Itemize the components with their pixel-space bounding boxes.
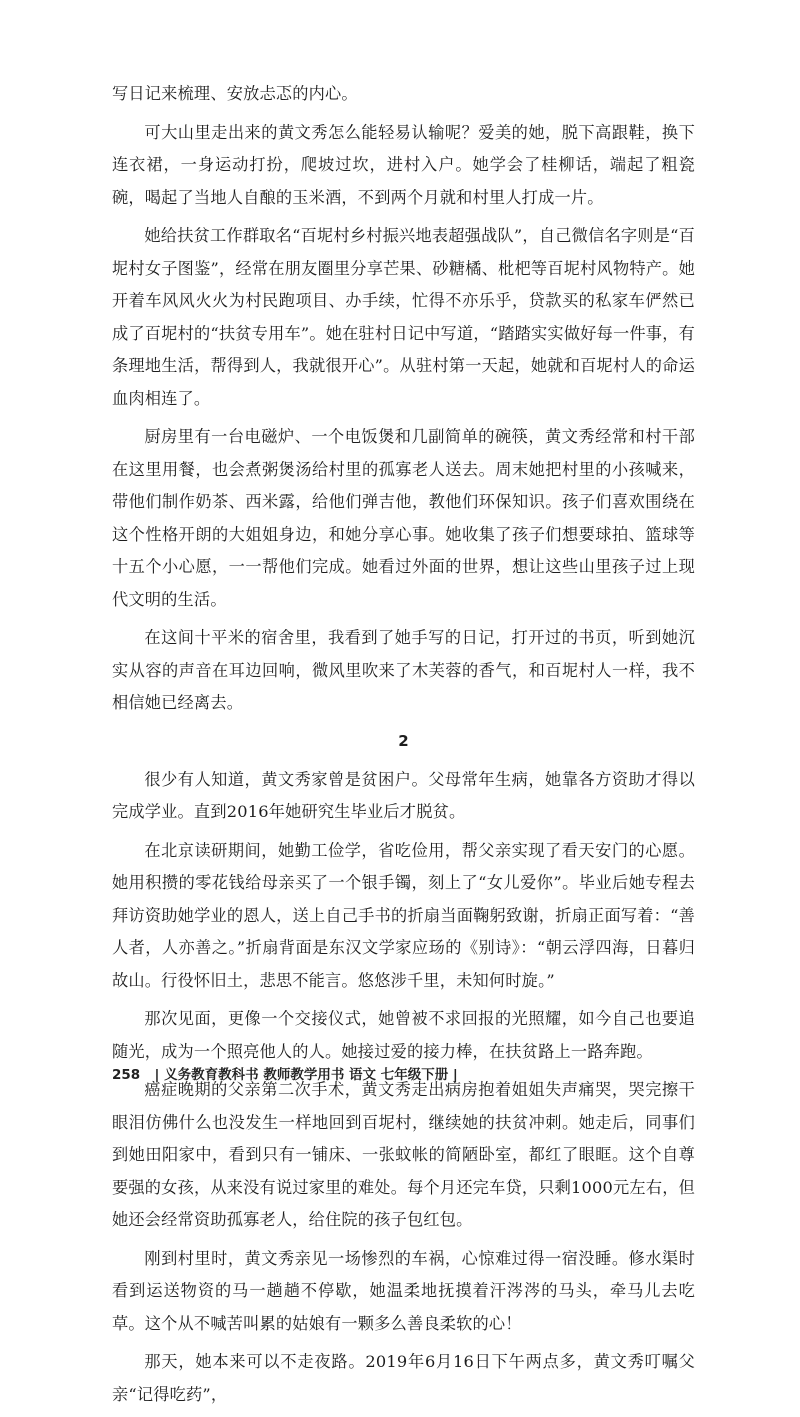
section-number: 2 [398, 731, 409, 750]
paragraph: 那次见面，更像一个交接仪式，她曾被不求回报的光照耀，如今自己也要追随光，成为一个照亮他人的人。她接过爱的接力棒，在扶贫路上一路奔跑。 [112, 1009, 695, 1061]
paragraph: 在这间十平米的宿舍里，我看到了她手写的日记，打开过的书页，听到她沉实从容的声音在耳边回响，微风里吹来了木芙蓉的香气，和百坭村人一样，我不相信她已经离去。 [112, 628, 695, 712]
paragraph: 癌症晚期的父亲第二次手术，黄文秀走出病房抱着姐姐失声痛哭，哭完擦干眼泪仿佛什么也没发生一样地回到百坭村，继续她的扶贫冲刺。她走后，同事们到她田阳家中，看到只有一铺床、一张蚊帐的简陋卧室，都红了眼眶。这个自尊要强的女孩，从来没有说过家里的难处。每个月还完车贷，只剩1000元左右，但她还会经常资助孤寡老人，给住院的孩子包红包。 [112, 1080, 695, 1229]
book-title: | 义务教育教科书 教师教学用书 语文 七年级下册 | [154, 1067, 458, 1083]
paragraph: 可大山里走出来的黄文秀怎么能轻易认输呢？爱美的她，脱下高跟鞋，换下连衣裙，一身运动打扮，爬坡过坎，进村入户。她学会了桂柳话，端起了粗瓷碗，喝起了当地人自酿的玉米酒，不到两个月就和村里人打成一片。 [112, 122, 695, 207]
article-body [112, 78, 695, 1417]
paragraph: 刚到村里时，黄文秀亲见一场惨烈的车祸，心惊难过得一宿没睡。修水渠时看到运送物资的马一趟趟不停歇，她温柔地抚摸着汗涔涔的马头，牵马儿去吃草。这个从不喊苦叫累的姑娘有一颗多么善良柔软的心！ [112, 1248, 695, 1333]
page-footer [112, 1063, 712, 1083]
paragraph: 很少有人知道，黄文秀家曾是贫困户。父母常年生病，她靠各方资助才得以完成学业。直到2016年她研究生毕业后才脱贫。 [112, 769, 695, 821]
paragraph: 写日记来梳理、安放忐忑的内心。 [112, 84, 358, 103]
paragraph: 她给扶贫工作群取名“百坭村乡村振兴地表超强战队”，自己微信名字则是“百坭村女子图鉴”，经常在朋友圈里分享芒果、砂糖橘、枇杷等百坭村风物特产。她开着车风风火火为村民跑项目、办手续，忙得不亦乐乎，贷款买的私家车俨然已成了百坭村的“扶贫专用车”。她在驻村日记中写道，“踏踏实实做好每一件事，有条理地生活，帮得到人，我就很开心”。从驻村第一天起，她就和百坭村人的命运血肉相连了。 [112, 226, 695, 408]
paragraph: 在北京读研期间，她勤工俭学，省吃俭用，帮父亲实现了看天安门的心愿。她用积攒的零花钱给母亲买了一个银手镯，刻上了“女儿爱你”。毕业后她专程去拜访资助她学业的恩人，送上自己手书的折扇当面鞠躬致谢，折扇正面写着：“善人者，人亦善之。”折扇背面是东汉文学家应玚的《别诗》：“朝云浮四海，日暮归故山。行役怀旧土，悲思不能言。悠悠涉千里，未知何时旋。” [112, 840, 695, 990]
page-number: 258 [112, 1067, 141, 1083]
paragraph: 厨房里有一台电磁炉、一个电饭煲和几副简单的碗筷，黄文秀经常和村干部在这里用餐，也会煮粥煲汤给村里的孤寡老人送去。周末她把村里的小孩喊来，带他们制作奶茶、西米露，给他们弹吉他，教他们环保知识。孩子们喜欢围绕在这个性格开朗的大姐姐身边，和她分享心事。她收集了孩子们想要球拍、篮球等十五个小心愿，一一帮他们完成。她看过外面的世界，想让这些山里孩子过上现代文明的生活。 [112, 427, 695, 609]
paragraph: 那天，她本来可以不走夜路。2019年6月16日下午两点多，黄文秀叮嘱父亲“记得吃药”， [112, 1352, 695, 1404]
